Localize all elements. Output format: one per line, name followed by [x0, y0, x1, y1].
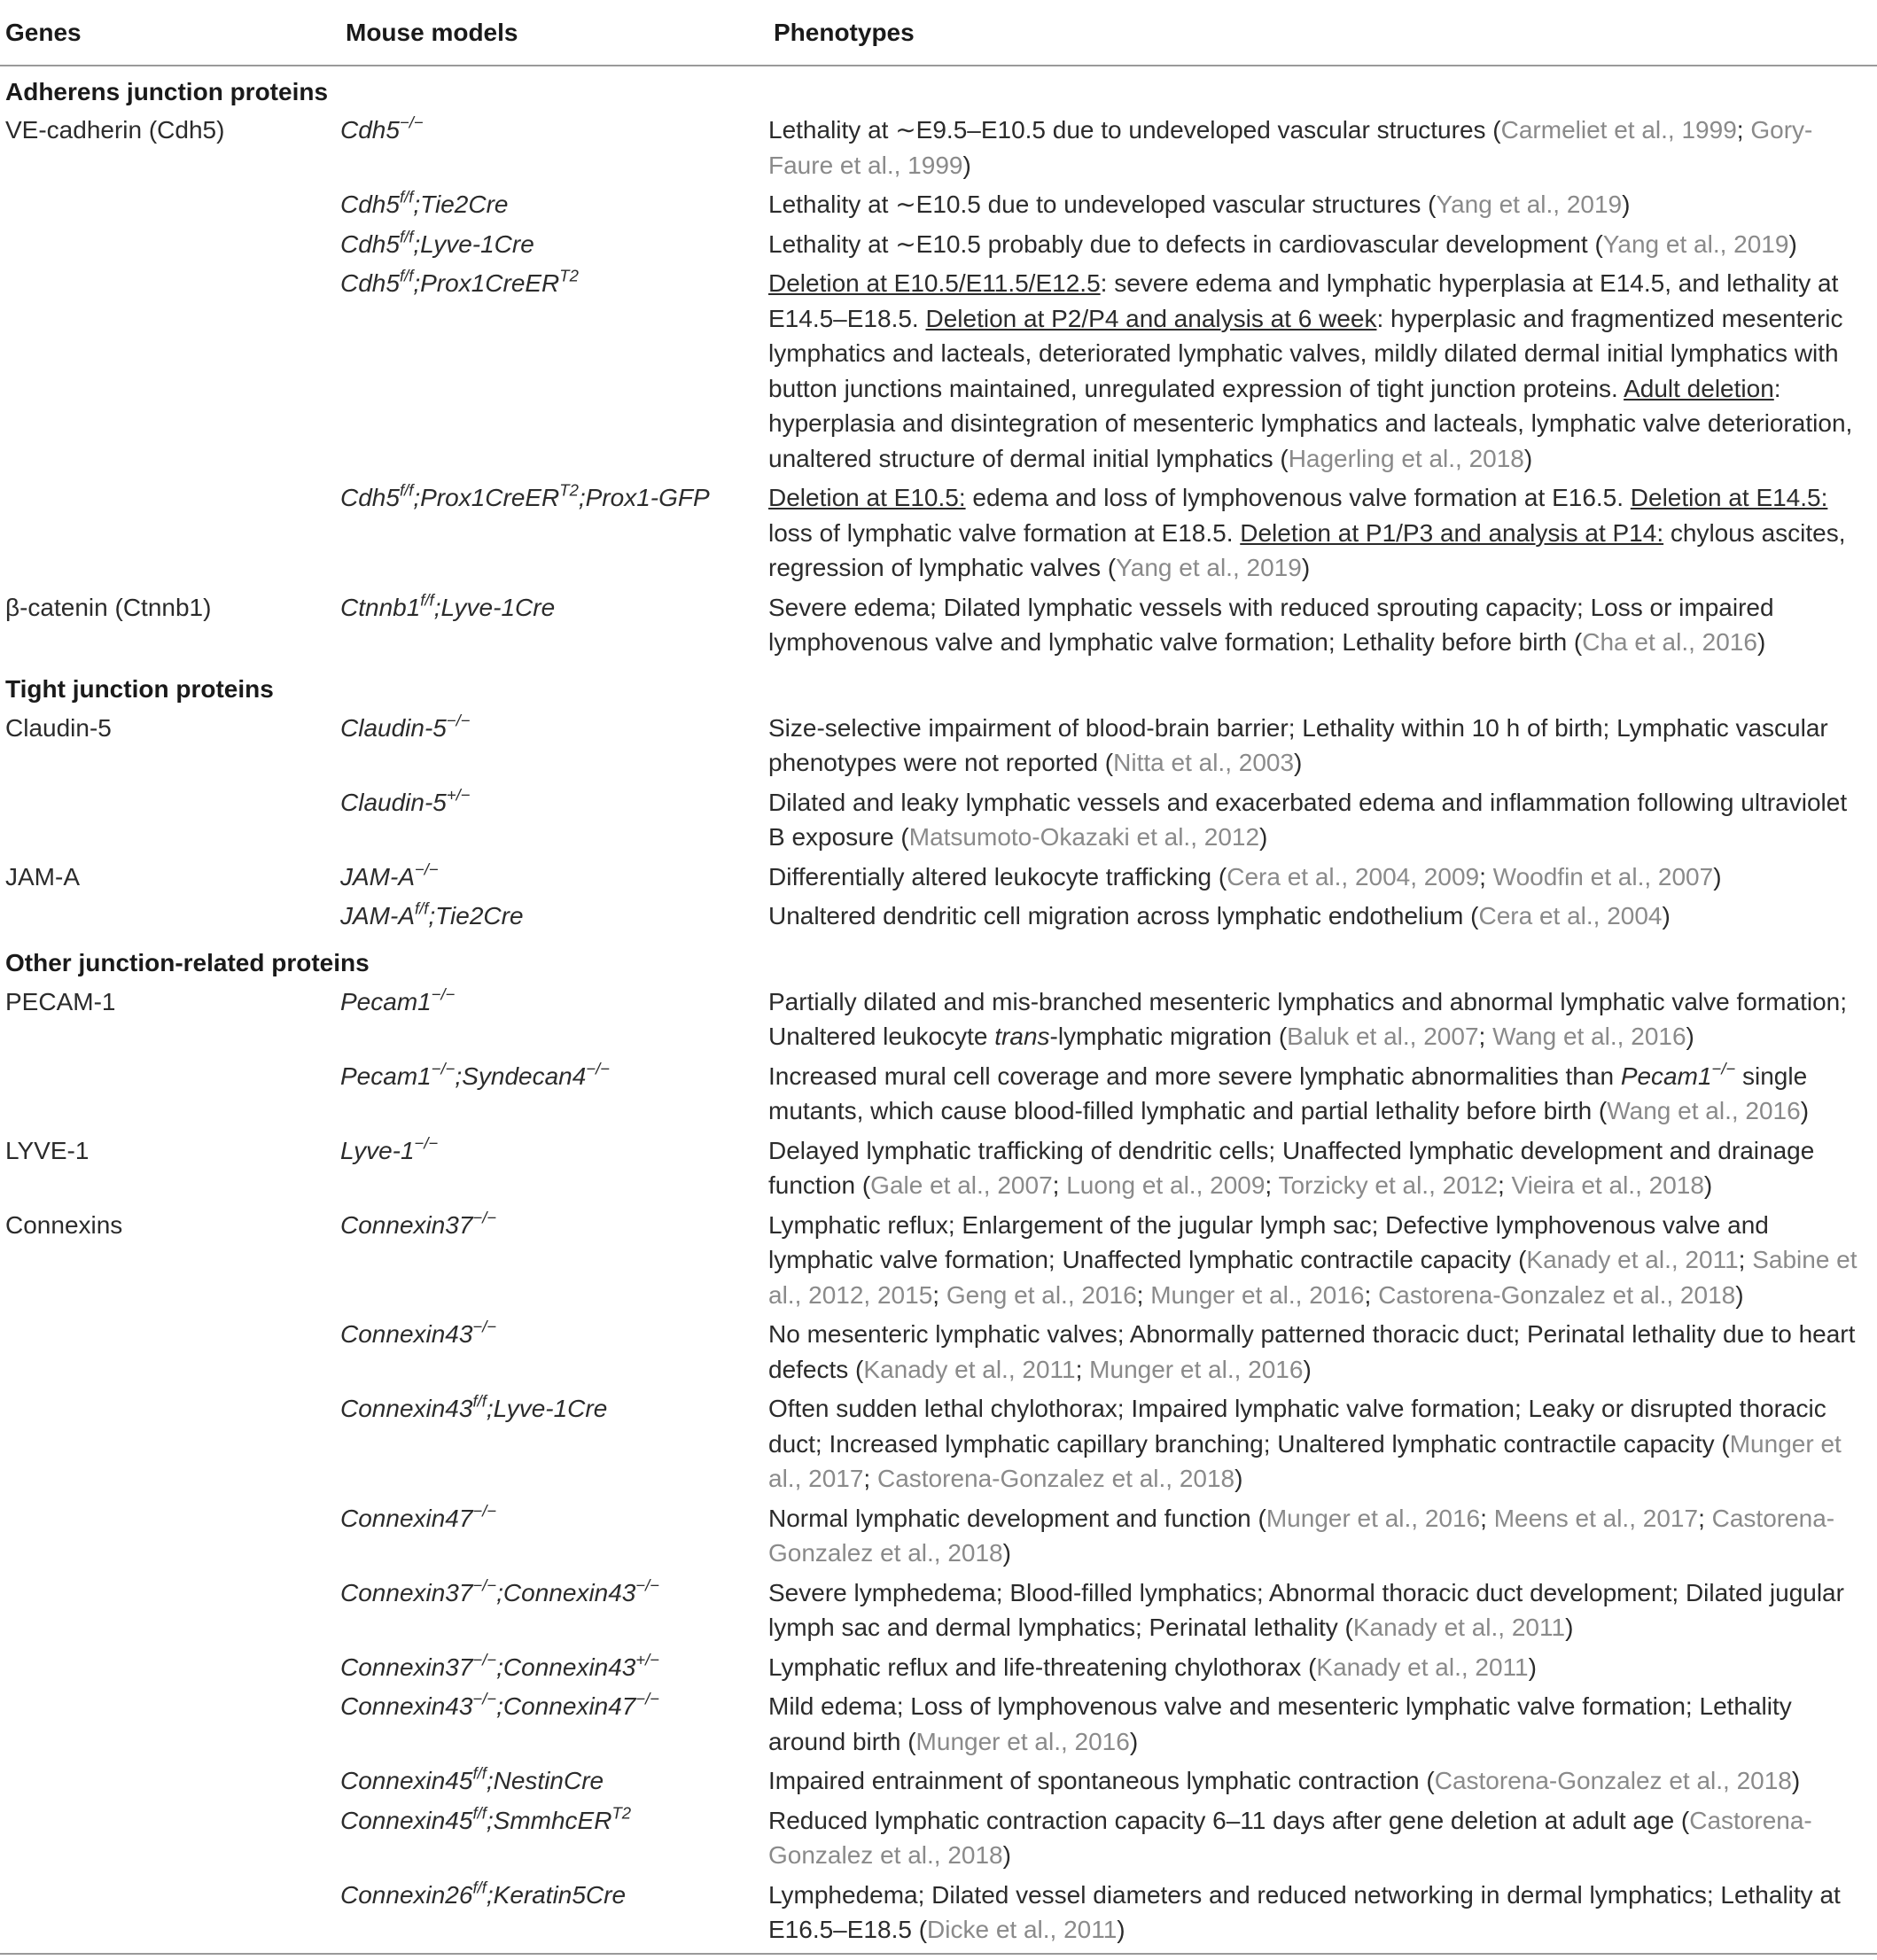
text-run: ): [1735, 1280, 1744, 1309]
mouse-model-cell: [340, 859, 768, 899]
superscript: −/−: [472, 1501, 497, 1521]
citation-link[interactable]: Kanady et al., 2011: [863, 1355, 1076, 1383]
text-run: ): [1703, 1171, 1713, 1199]
citation-link[interactable]: Kanady et al., 2011: [1526, 1246, 1739, 1273]
citation-link[interactable]: Matsumoto-Okazaki et al., 2012: [908, 823, 1260, 851]
gene-cell: [0, 898, 340, 938]
section-header-row: [0, 66, 1877, 109]
superscript: −/−: [586, 1059, 611, 1078]
text-run: ): [1756, 628, 1766, 656]
citation-link[interactable]: Munger et al., 2017: [768, 1429, 1842, 1492]
table-row: [0, 1501, 1877, 1575]
text-run: Lymphatic reflux; Enlargement of the jugular lymph sac; Defective lymphovenous valve and lymphatic valve formation; Unaffected lymphatic contractile capacity (: [768, 1210, 1769, 1273]
phenotype-cell: [768, 590, 1877, 665]
section-title: Tight junction proteins: [5, 675, 274, 703]
mouse-model-cell: [340, 480, 768, 590]
mouse-model-cell: [340, 1391, 768, 1501]
text-run: ;: [1497, 1171, 1512, 1199]
text-run: ;: [863, 1465, 877, 1492]
text-run: ): [1002, 1841, 1011, 1869]
table-row: [0, 1575, 1877, 1650]
gene-cell: PECAM-1: [5, 987, 116, 1015]
text-run: Severe edema; Dilated lymphatic vessels with reduced sprouting capacity; Loss or impaired lymphovenous valve and lymphatic valve formation; Lethality before birth (: [768, 593, 1774, 656]
superscript: f/f: [472, 1391, 487, 1411]
table-row: [0, 1650, 1877, 1690]
superscript: T2: [559, 266, 579, 285]
table-row: [0, 898, 1877, 938]
phenotype-cell: [768, 785, 1877, 859]
mouse-model-cell: [340, 785, 768, 859]
text-run: ): [962, 151, 971, 179]
text-run: Pecam1: [340, 1062, 432, 1090]
text-run: Connexin26: [340, 1880, 473, 1909]
gene-cell: LYVE-1: [5, 1136, 90, 1164]
superscript: −/−: [472, 1208, 497, 1227]
text-run: : severe edema and lymphatic hyperplasia at E14.5, and lethality at E14.5–E18.5.: [768, 269, 1839, 332]
gene-cell: [0, 1317, 340, 1391]
text-run: ;: [1698, 1504, 1712, 1532]
text-run: Connexin37: [340, 1653, 473, 1681]
text-run: Lethality at ∼E10.5 probably due to defects in cardiovascular development (: [768, 229, 1603, 258]
text-run: ): [1259, 823, 1268, 851]
bottom-rule: [0, 1953, 1877, 1955]
phenotype-cell: [768, 1059, 1877, 1133]
text-run: Lyve-1: [340, 1136, 415, 1164]
text-run: ;Keratin5Cre: [486, 1880, 627, 1909]
text-run: ): [1788, 229, 1797, 258]
text-run: Connexin43: [340, 1320, 473, 1348]
header-row: [0, 0, 1877, 66]
text-run: Connexin45: [340, 1806, 473, 1834]
text-run: ;: [1136, 1280, 1151, 1309]
table-row: [0, 109, 1877, 187]
text-run: Claudin-5: [340, 713, 447, 742]
text-run: ;Prox1-GFP: [578, 484, 710, 511]
gene-cell: [0, 1803, 340, 1878]
text-run: Mild edema; Loss of lymphovenous valve and mesenteric lymphatic valve formation; Lethality around birth (: [768, 1692, 1792, 1755]
citation-link[interactable]: Gory-Faure et al., 1999: [768, 116, 1813, 179]
text-run: edema and loss of lymphovenous valve formation at E16.5.: [965, 484, 1631, 511]
text-run: ): [1622, 191, 1631, 218]
phenotype-cell: [768, 1133, 1877, 1208]
text-run: : hyperplasia and disintegration of mesenteric lymphatics and lacteals, lymphatic valve deterioration, unaltered structure of dermal initial lymphatics (: [768, 374, 1853, 472]
mouse-model-cell: [340, 1059, 768, 1133]
superscript: −/−: [635, 1689, 660, 1708]
gene-cell: [0, 1391, 340, 1501]
text-run: ): [1791, 1767, 1801, 1794]
text-run: ;: [1478, 1023, 1493, 1050]
superscript: f/f: [399, 187, 414, 206]
mouse-model-cell: [340, 590, 768, 665]
text-run: ;Connexin47: [496, 1692, 636, 1720]
text-run: loss of lymphatic valve formation at E18.5.: [768, 518, 1241, 547]
text-run: ): [1117, 1916, 1125, 1943]
gene-cell: [0, 1763, 340, 1803]
citation-link[interactable]: Castorena-Gonzalez et al., 2018: [768, 1806, 1812, 1869]
superscript: −/−: [472, 1575, 497, 1595]
citation-link[interactable]: Wang et al., 2016: [1492, 1023, 1686, 1050]
text-run: ;: [1075, 1355, 1090, 1383]
phenotype-cell: [768, 1391, 1877, 1501]
text-run: Lymphatic reflux and life-threatening chylothorax (: [768, 1653, 1317, 1681]
phenotype-cell: [768, 480, 1877, 590]
text-run: Connexin37: [340, 1578, 473, 1606]
table-row: [0, 1878, 1877, 1960]
text-run: ): [1294, 749, 1303, 776]
superscript: f/f: [472, 1763, 487, 1783]
deletion-timing-label: Deletion at E10.5/E11.5/E12.5: [768, 269, 1101, 297]
mouse-model-cell: [340, 898, 768, 938]
text-run: Connexin45: [340, 1767, 473, 1794]
citation-link[interactable]: Carmeliet et al., 1999: [1500, 116, 1737, 144]
phenotype-cell: [768, 109, 1877, 187]
mouse-model-cell: [340, 981, 768, 1059]
text-run: ): [1002, 1539, 1011, 1567]
phenotype-cell: [768, 1317, 1877, 1391]
table-row: [0, 1059, 1877, 1133]
text-run: ;Connexin43: [496, 1578, 636, 1606]
citation-link[interactable]: Vieira et al., 2018: [1511, 1171, 1704, 1199]
deletion-timing-label: Deletion at P2/P4 and analysis at 6 week: [925, 304, 1377, 332]
superscript: −/−: [431, 1059, 456, 1078]
gene-cell: [0, 266, 340, 480]
text-run: ): [1713, 862, 1722, 891]
citation-link[interactable]: Cera et al., 2004, 2009: [1227, 862, 1480, 891]
table-row: [0, 981, 1877, 1059]
gene-cell: Claudin-5: [5, 713, 112, 742]
mouse-model-cell: [340, 1208, 768, 1318]
citation-link[interactable]: Wang et al., 2016: [1607, 1097, 1801, 1124]
table-row: [0, 1803, 1877, 1878]
mouse-model-cell: [340, 1501, 768, 1575]
gene-cell: [0, 1689, 340, 1763]
superscript: −/−: [415, 859, 439, 879]
mouse-model-cell: [340, 1317, 768, 1391]
text-run: Delayed lymphatic trafficking of dendritic cells; Unaffected lymphatic development and drainage function (: [768, 1136, 1815, 1199]
text-run: ;NestinCre: [486, 1767, 604, 1794]
text-run: Partially dilated and mis-branched mesenteric lymphatics and abnormal lymphatic valve formation; Unaltered leukocyte: [768, 987, 1848, 1050]
header-phenotypes: Phenotypes: [768, 0, 1877, 66]
mouse-model-cell: [340, 1133, 768, 1208]
superscript: T2: [559, 480, 579, 500]
phenotype-cell: [768, 981, 1877, 1059]
deletion-timing-label: Deletion at E14.5:: [1630, 484, 1828, 511]
text-run: Normal lymphatic development and function (: [768, 1504, 1266, 1532]
gene-cell: [0, 1878, 340, 1960]
section-header-row: [0, 938, 1877, 981]
text-run: Severe lymphedema; Blood-filled lymphatics; Abnormal thoracic duct development; Dilated jugular lymph sac and dermal lymphatics; Perinatal lethality (: [768, 1578, 1844, 1641]
text-run: -lymphatic migration (: [1049, 1023, 1288, 1050]
text-run: ;Lyve-1Cre: [433, 593, 556, 621]
text-run: : hyperplasic and fragmentized mesenteric lymphatics and lacteals, deteriorated lymphatic valves, mildly dilated dermal initial lymphatics with button junctions maintained, unregulated expression of tight junction proteins.: [768, 304, 1843, 402]
superscript: −/−: [472, 1689, 497, 1708]
text-run: JAM-A: [340, 902, 415, 929]
phenotype-cell: [768, 1650, 1877, 1690]
text-run: Often sudden lethal chylothorax; Impaired lymphatic valve formation; Leaky or disrupted thoracic duct; Increased lymphatic capillary branching; Unaltered lymphatic contractile capacity (: [768, 1395, 1826, 1458]
text-run: Lymphedema; Dilated vessel diameters and reduced networking in dermal lymphatics; Lethality at E16.5–E18.5 (: [768, 1880, 1841, 1943]
citation-link[interactable]: Kanady et al., 2011: [1316, 1653, 1529, 1681]
text-run: ;: [1364, 1280, 1379, 1309]
text-run: ;: [1479, 862, 1493, 891]
citation-link[interactable]: Dicke et al., 2011: [927, 1916, 1118, 1943]
gene-cell: [0, 785, 340, 859]
text-run: ;Tie2Cre: [428, 902, 524, 929]
text-run: ): [1800, 1097, 1810, 1124]
citation-link[interactable]: Castorena-Gonzalez et al., 2018: [876, 1465, 1235, 1492]
citation-link[interactable]: Cera et al., 2004: [1478, 902, 1663, 929]
table-row: [0, 227, 1877, 267]
superscript: T2: [611, 1803, 631, 1823]
table-row: [0, 859, 1877, 899]
text-run: Cdh5: [340, 191, 400, 218]
citation-link[interactable]: Sabine et al., 2012, 2015: [768, 1246, 1858, 1309]
phenotype-cell: [768, 898, 1877, 938]
text-run: Connexin47: [340, 1504, 473, 1532]
table-row: [0, 480, 1877, 590]
text-run: ;: [1738, 1246, 1753, 1273]
text-run: ;Connexin43: [496, 1653, 636, 1681]
superscript: f/f: [399, 227, 414, 246]
text-run: single mutants, which cause blood-filled lymphatic and partial lethality before birth (: [768, 1062, 1808, 1124]
text-run: ): [1301, 554, 1311, 581]
text-run: Connexin43: [340, 1692, 473, 1720]
table-row: [0, 187, 1877, 227]
mouse-model-cell: [340, 109, 768, 187]
text-run: Cdh5: [340, 229, 400, 258]
text-run: Lethality at ∼E9.5–E10.5 due to undeveloped vascular structures (: [768, 116, 1501, 144]
phenotype-cell: [768, 1689, 1877, 1763]
table-row: [0, 1133, 1877, 1208]
superscript: f/f: [399, 266, 414, 285]
superscript: −/−: [431, 984, 456, 1004]
text-run: Size-selective impairment of blood-brain barrier; Lethality within 10 h of birth; Lymphatic vascular phenotypes were not reported (: [768, 713, 1828, 776]
superscript: −/−: [1711, 1059, 1736, 1078]
text-run: ;Lyve-1Cre: [486, 1395, 608, 1422]
superscript: f/f: [472, 1878, 487, 1897]
phenotype-cell: [768, 707, 1877, 785]
text-run: ;: [1052, 1171, 1067, 1199]
mouse-model-cell: [340, 1878, 768, 1960]
gene-cell: [0, 480, 340, 590]
text-run: ): [1686, 1023, 1694, 1050]
citation-link[interactable]: Munger et al., 2016: [1266, 1504, 1481, 1532]
text-run: Claudin-5: [340, 788, 447, 816]
section-header-row: [0, 665, 1877, 707]
table-row: [0, 1689, 1877, 1763]
gene-cell: [0, 187, 340, 227]
gene-cell: [0, 227, 340, 267]
text-run: Increased mural cell coverage and more severe lymphatic abnormalities than: [768, 1062, 1621, 1090]
text-run: Cdh5: [340, 484, 400, 511]
text-run: ): [1523, 444, 1533, 472]
text-run: Lethality at ∼E10.5 due to undeveloped vascular structures (: [768, 191, 1437, 218]
deletion-timing-label: Deletion at E10.5:: [768, 484, 966, 511]
citation-link[interactable]: Munger et al., 2016: [1089, 1355, 1304, 1383]
citation-link[interactable]: Geng et al., 2016: [946, 1280, 1137, 1309]
phenotype-cell: [768, 1878, 1877, 1960]
citation-link[interactable]: Woodfin et al., 2007: [1492, 862, 1714, 891]
superscript: +/−: [446, 785, 471, 805]
table-row: [0, 785, 1877, 859]
text-run: Dilated and leaky lymphatic vessels and exacerbated edema and inflammation following ultraviolet B exposure (: [768, 788, 1848, 851]
mouse-model-cell: [340, 1575, 768, 1650]
mouse-model-cell: [340, 1689, 768, 1763]
citation-link[interactable]: Meens et al., 2017: [1493, 1504, 1699, 1532]
superscript: −/−: [446, 711, 471, 730]
phenotype-cell: [768, 1803, 1877, 1878]
text-run: Differentially altered leukocyte trafficking (: [768, 862, 1227, 891]
superscript: −/−: [472, 1650, 497, 1669]
citation-link[interactable]: Torzicky et al., 2012: [1278, 1171, 1498, 1199]
mouse-model-cell: [340, 266, 768, 480]
text-run: ;Lyve-1Cre: [413, 229, 534, 258]
italic-term: Pecam1: [1620, 1062, 1712, 1090]
text-run: Reduced lymphatic contraction capacity 6–11 days after gene deletion at adult age (: [768, 1806, 1690, 1834]
text-run: chylous ascites, regression of lymphatic valves (: [768, 518, 1846, 581]
header-genes: Genes: [0, 0, 340, 66]
mouse-model-cell: [340, 227, 768, 267]
text-run: ;: [1736, 116, 1751, 144]
superscript: −/−: [399, 113, 424, 132]
table-row: [0, 707, 1877, 785]
text-run: Connexin37: [340, 1210, 473, 1239]
citation-link[interactable]: Hagerling et al., 2018: [1288, 444, 1524, 472]
superscript: +/−: [635, 1650, 660, 1669]
text-run: ): [1303, 1355, 1312, 1383]
citation-link[interactable]: Castorena-Gonzalez et al., 2018: [768, 1504, 1835, 1567]
table-row: [0, 1208, 1877, 1318]
text-run: ;Syndecan4: [455, 1062, 587, 1090]
text-run: Cdh5: [340, 269, 400, 297]
table-row: [0, 1317, 1877, 1391]
text-run: Unaltered dendritic cell migration across lymphatic endothelium (: [768, 902, 1479, 929]
superscript: f/f: [420, 590, 434, 610]
phenotype-cell: [768, 859, 1877, 899]
citation-link[interactable]: Munger et al., 2016: [1150, 1280, 1365, 1309]
italic-term: trans: [994, 1023, 1050, 1050]
citation-link[interactable]: Nitta et al., 2003: [1113, 749, 1295, 776]
text-run: No mesenteric lymphatic valves; Abnormally patterned thoracic duct; Perinatal lethality due to heart defects (: [768, 1320, 1856, 1383]
gene-cell: [0, 1059, 340, 1133]
table-body: [0, 66, 1877, 1960]
mouse-model-cell: [340, 1650, 768, 1690]
section-title: Adherens junction proteins: [5, 77, 329, 105]
text-run: ;Prox1CreER: [413, 484, 560, 511]
citation-link[interactable]: Munger et al., 2016: [915, 1727, 1130, 1755]
text-run: Pecam1: [340, 987, 432, 1015]
superscript: f/f: [415, 898, 429, 918]
phenotype-cell: [768, 227, 1877, 267]
section-title: Other junction-related proteins: [5, 949, 370, 976]
mouse-model-cell: [340, 1803, 768, 1878]
deletion-timing-label: Adult deletion: [1624, 374, 1774, 402]
text-run: Cdh5: [340, 116, 400, 144]
phenotype-cell: [768, 1575, 1877, 1650]
mouse-model-cell: [340, 707, 768, 785]
citation-link[interactable]: Yang et al., 2019: [1436, 191, 1623, 218]
text-run: ;Tie2Cre: [413, 191, 509, 218]
text-run: ;: [1265, 1171, 1279, 1199]
citation-link[interactable]: Kanady et al., 2011: [1352, 1614, 1566, 1641]
citation-link[interactable]: Baluk et al., 2007: [1287, 1023, 1479, 1050]
phenotype-cell: [768, 1763, 1877, 1803]
header-mouse-models: Mouse models: [340, 0, 768, 66]
gene-cell: Connexins: [5, 1210, 123, 1239]
text-run: ;SmmhcER: [486, 1806, 612, 1834]
gene-cell: [0, 1650, 340, 1690]
citation-link[interactable]: Luong et al., 2009: [1066, 1171, 1266, 1199]
citation-link[interactable]: Yang et al., 2019: [1602, 229, 1789, 258]
citation-link[interactable]: Castorena-Gonzalez et al., 2018: [1378, 1280, 1736, 1309]
gene-cell: JAM-A: [5, 862, 80, 891]
text-run: Impaired entrainment of spontaneous lymphatic contraction (: [768, 1767, 1435, 1794]
superscript: −/−: [635, 1575, 660, 1595]
text-run: ): [1565, 1614, 1574, 1641]
superscript: f/f: [472, 1803, 487, 1823]
superscript: −/−: [414, 1133, 439, 1153]
citation-link[interactable]: Castorena-Gonzalez et al., 2018: [1434, 1767, 1792, 1794]
text-run: ;: [1480, 1504, 1494, 1532]
text-run: ): [1662, 902, 1671, 929]
superscript: f/f: [399, 480, 414, 500]
text-run: ): [1129, 1727, 1139, 1755]
mouse-model-cell: [340, 187, 768, 227]
text-run: ;Prox1CreER: [413, 269, 560, 297]
citation-link[interactable]: Gale et al., 2007: [870, 1171, 1053, 1199]
phenotype-cell: [768, 1501, 1877, 1575]
deletion-timing-label: Deletion at P1/P3 and analysis at P14:: [1240, 518, 1664, 547]
text-run: ): [1528, 1653, 1537, 1681]
citation-link[interactable]: Yang et al., 2019: [1116, 554, 1302, 581]
phenotype-cell: [768, 1208, 1877, 1318]
mouse-model-cell: [340, 1763, 768, 1803]
gene-cell: VE-cadherin (Cdh5): [5, 116, 225, 144]
citation-link[interactable]: Cha et al., 2016: [1582, 628, 1757, 656]
table-row: [0, 266, 1877, 480]
text-run: ;: [932, 1280, 946, 1309]
phenotype-cell: [768, 187, 1877, 227]
gene-cell: [0, 1575, 340, 1650]
table-row: [0, 1763, 1877, 1803]
text-run: Ctnnb1: [340, 593, 421, 621]
table-row: [0, 590, 1877, 665]
text-run: Connexin43: [340, 1395, 473, 1422]
text-run: ): [1234, 1465, 1243, 1492]
table-row: [0, 1391, 1877, 1501]
phenotype-cell: [768, 266, 1877, 480]
text-run: JAM-A: [340, 862, 415, 891]
gene-cell: β-catenin (Ctnnb1): [5, 593, 212, 621]
superscript: −/−: [472, 1317, 497, 1336]
gene-cell: [0, 1501, 340, 1575]
